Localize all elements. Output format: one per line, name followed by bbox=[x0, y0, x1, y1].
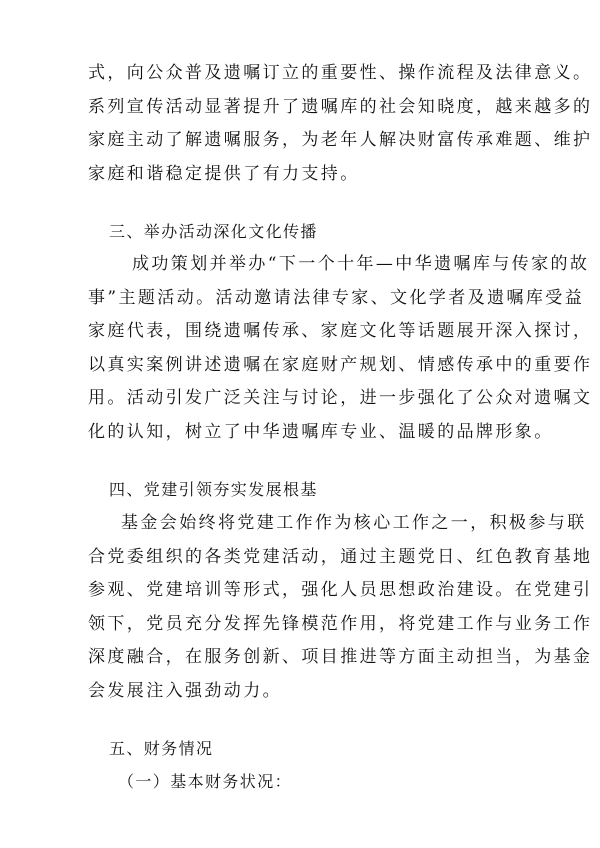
body-line: 式，向公众普及遗嘱订立的重要性、操作流程及法律意义。 bbox=[88, 63, 593, 83]
body-line: 家庭主动了解遗嘱服务，为老年人解决财富传承难题、维护 bbox=[88, 130, 593, 150]
subsection-heading: （一）基本财务状况： bbox=[118, 772, 293, 791]
body-line: 事”主题活动。活动邀请法律专家、文化学者及遗嘱库受益 bbox=[88, 288, 585, 308]
body-line: 化的认知，树立了中华遗嘱库专业、温暖的品牌形象。 bbox=[88, 422, 554, 442]
body-line: 基金会始终将党建工作作为核心工作之一，积极参与联 bbox=[121, 513, 587, 533]
body-line: 成功策划并举办“下一个十年—中华遗嘱库与传家的故 bbox=[132, 254, 590, 274]
body-line: 家庭代表，围绕遗嘱传承、家庭文化等话题展开深入探讨， bbox=[88, 321, 593, 341]
body-line: 系列宣传活动显著提升了遗嘱库的社会知晓度，越来越多的 bbox=[88, 97, 593, 117]
body-line: 领下，党员充分发挥先锋模范作用，将党建工作与业务工作 bbox=[88, 614, 593, 634]
body-line: 会发展注入强劲动力。 bbox=[88, 681, 282, 701]
body-line: 深度融合，在服务创新、项目推进等方面主动担当，为基金 bbox=[88, 647, 593, 667]
section-heading-3: 三、举办活动深化文化传播 bbox=[109, 222, 318, 241]
body-line: 参观、党建培训等形式，强化人员思想政治建设。在党建引 bbox=[88, 580, 593, 600]
body-line: 家庭和谐稳定提供了有力支持。 bbox=[88, 164, 360, 184]
section-heading-4: 四、党建引领夯实发展根基 bbox=[109, 480, 318, 499]
body-line: 用。活动引发广泛关注与讨论，进一步强化了公众对遗嘱文 bbox=[88, 388, 593, 408]
body-line: 以真实案例讲述遗嘱在家庭财产规划、情感传承中的重要作 bbox=[88, 355, 593, 375]
body-line: 合党委组织的各类党建活动，通过主题党日、红色教育基地 bbox=[88, 547, 593, 567]
section-heading-5: 五、财务情况 bbox=[109, 739, 214, 758]
